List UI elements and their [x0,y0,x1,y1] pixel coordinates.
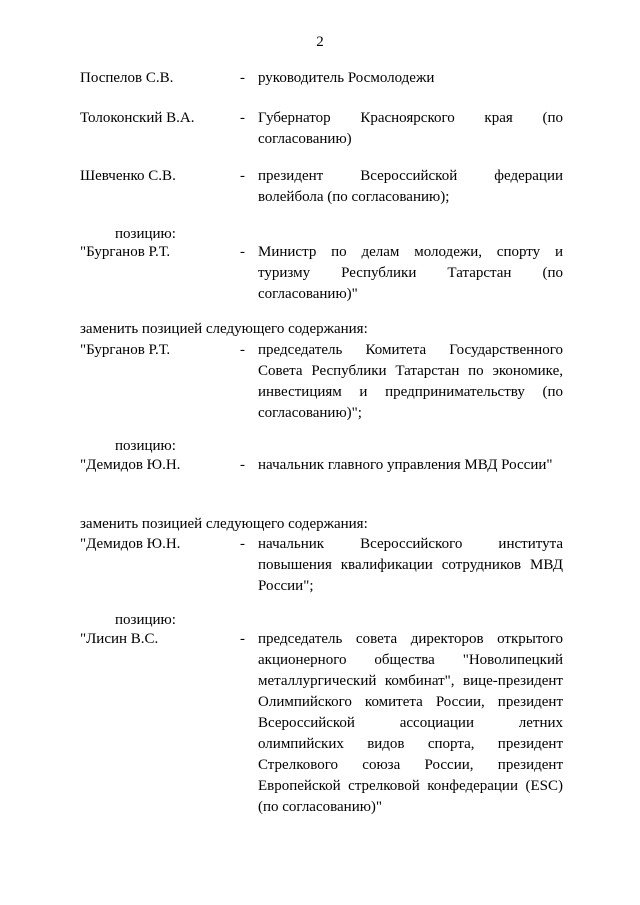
person-description: председатель совета директоров открытого акционерного общества "Новолипецкий металлургический комбинат", вице-президент Олимпийского комитета России, президент Всероссийской ассоциации летних олимпийских видов спорта, президент Стрелкового союза России, президент Европейской стрелковой конфедерации (ESC) (по согласованию)" [258,631,563,815]
person-description: председатель Комитета Государственного Совета Республики Татарстан по экономике, инвестициям и предпринимательству (по согласованию)"; [258,342,563,421]
dash-separator: - [240,244,245,260]
person-name: "Бурганов Р.Т. [80,244,171,260]
person-description: президент Всероссийской федерации волейбола (по согласованию); [258,168,563,205]
person-description: Губернатор Красноярского края (по согласованию) [258,110,563,147]
dash-separator: - [240,342,245,358]
dash-separator: - [240,168,245,184]
person-description: начальник Всероссийского института повышения квалификации сотрудников МВД России"; [258,536,563,594]
dash-separator: - [240,110,245,126]
dash-separator: - [240,70,245,86]
person-name: "Бурганов Р.Т. [80,342,171,358]
person-name: Шевченко С.В. [80,168,176,184]
person-name: "Демидов Ю.Н. [80,457,181,473]
dash-separator: - [240,631,245,647]
section-label: заменить позицией следующего содержания: [80,321,368,337]
section-label: позицию: [115,438,176,454]
dash-separator: - [240,457,245,473]
dash-separator: - [240,536,245,552]
person-description: руководитель Росмолодежи [258,70,435,86]
person-name: Толоконский В.А. [80,110,195,126]
person-description: начальник главного управления МВД России" [258,457,553,473]
person-name: "Лисин В.С. [80,631,159,647]
section-label: заменить позицией следующего содержания: [80,516,368,532]
person-name: Поспелов С.В. [80,70,174,86]
page-number: 2 [316,34,324,50]
person-name: "Демидов Ю.Н. [80,536,181,552]
section-label: позицию: [115,612,176,628]
section-label: позицию: [115,226,176,242]
person-description: Министр по делам молодежи, спорту и туризму Республики Татарстан (по согласованию)" [258,244,563,302]
